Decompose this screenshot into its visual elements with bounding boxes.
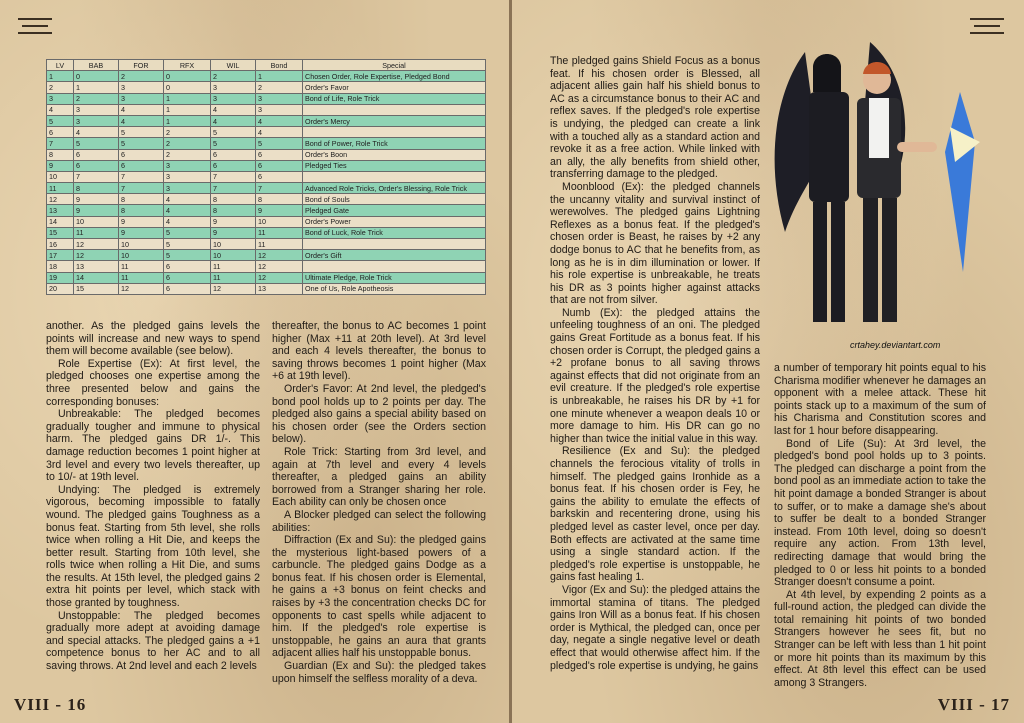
table-cell: 12: [256, 261, 303, 272]
table-cell: 3: [164, 171, 211, 182]
header-lv: LV: [47, 60, 74, 71]
table-row: [47, 104, 486, 115]
table-row: [47, 183, 486, 194]
table-cell: [303, 127, 486, 138]
header-wil: WIL: [211, 60, 256, 71]
table-cell: Pledged Ties: [303, 160, 486, 171]
table-cell: 7: [119, 171, 164, 182]
table-row: [47, 71, 486, 82]
table-cell: 8: [119, 194, 164, 205]
table-row: [47, 272, 486, 283]
table-body: [47, 71, 486, 295]
table-cell: 11: [119, 272, 164, 283]
ornament-icon: [18, 18, 52, 39]
table-cell: 6: [119, 160, 164, 171]
table-cell: Order's Boon: [303, 149, 486, 160]
table-cell: Bond of Life, Role Trick: [303, 93, 486, 104]
table-cell: 8: [211, 194, 256, 205]
table-cell: 6: [256, 160, 303, 171]
paragraph: thereafter, the bonus to AC becomes 1 point higher (Max +11 at 20th level). At 3rd level and each 4 levels thereafter, the bonus to saving throws becomes 1 point higher (Max +6 at 19th level).: [272, 320, 486, 383]
table-cell: 7: [211, 171, 256, 182]
paragraph: A Blocker pledged can select the following abilities:: [272, 508, 486, 534]
table-cell: 11: [74, 227, 119, 238]
table-cell: 12: [256, 250, 303, 261]
table-cell: 7: [74, 171, 119, 182]
table-cell: 9: [119, 227, 164, 238]
left-page: [0, 0, 509, 723]
table-cell: 11: [211, 272, 256, 283]
table-cell: 6: [256, 149, 303, 160]
table-cell: 4: [164, 205, 211, 216]
table-cell: Order's Gift: [303, 250, 486, 261]
table-row: [47, 216, 486, 227]
table-row: [47, 227, 486, 238]
table-cell: 2: [256, 82, 303, 93]
table-cell: 8: [211, 205, 256, 216]
table-cell: 10: [211, 250, 256, 261]
table-cell: 5: [211, 138, 256, 149]
character-illustration: [765, 32, 985, 342]
table-cell: 8: [119, 205, 164, 216]
table-cell: 4: [256, 127, 303, 138]
table-cell: 6: [211, 160, 256, 171]
paragraph: Unstoppable: The pledged becomes gradually more adept at avoiding damage and special attacks. The pledged gains a +1 competence bonus to her AC and to all saving throws. At 2nd level and each 2 levels: [46, 609, 260, 673]
header-for: FOR: [119, 60, 164, 71]
table-row: [47, 82, 486, 93]
leg-shape: [863, 198, 878, 322]
table-row: [47, 149, 486, 160]
table-cell: 15: [74, 283, 119, 294]
table-row: [47, 93, 486, 104]
table-cell: 17: [47, 250, 74, 261]
paragraph: Order's Favor: At 2nd level, the pledged's bond pool holds up to 2 points per day. The pledged also gains a special ability based on his chosen order (see the Orders section below).: [272, 382, 486, 446]
table-cell: 8: [47, 149, 74, 160]
table-cell: 4: [119, 104, 164, 115]
table-cell: 5: [119, 127, 164, 138]
table-row: [47, 194, 486, 205]
table-cell: 11: [256, 227, 303, 238]
table-cell: 6: [164, 283, 211, 294]
table-cell: 20: [47, 283, 74, 294]
table-cell: 13: [256, 283, 303, 294]
table-cell: 6: [119, 149, 164, 160]
table-cell: 12: [74, 250, 119, 261]
table-cell: 3: [256, 104, 303, 115]
table-cell: 1: [164, 93, 211, 104]
table-cell: 1: [164, 115, 211, 126]
table-cell: 4: [164, 194, 211, 205]
table-cell: 3: [119, 82, 164, 93]
table-cell: 4: [119, 115, 164, 126]
table-cell: 3: [164, 183, 211, 194]
table-cell: Bond of Souls: [303, 194, 486, 205]
paragraph: Undying: The pledged is extremely vigorous, becoming impossible to fatally wound. The pledged gains Toughness as a bonus feat. Starting from 5th level, she rolls twice when rolling a Hit Die, and keeps the better result. Starting from 10th level, she rolls twice when rolling a Hit Die, and sums the results. At 15th level, the pledged gains 2 extra hit points per level, which stack with those granted by toughness.: [46, 483, 260, 610]
table-cell: Bond of Luck, Role Trick: [303, 227, 486, 238]
table-cell: Ultimate Pledge, Role Trick: [303, 272, 486, 283]
table-cell: [303, 104, 486, 115]
right-column-2: [774, 362, 986, 689]
table-cell: 10: [47, 171, 74, 182]
table-cell: 8: [74, 183, 119, 194]
table-row: [47, 283, 486, 294]
paragraph: Moonblood (Ex): the pledged channels the uncanny vitality and survival instinct of werewolves. The pledged gains Lightning Reflexes as a bonus feat. If the pledged's chosen order is Beast, he raises by +2 any dodge bonus to AC that he benefits from, as long as he is in dim illumination or lower. If his role expertise is unbreakable, he treats his DR as 3 points higher against attacks that are not from silver.: [550, 180, 760, 307]
table-cell: 9: [119, 216, 164, 227]
table-cell: 5: [164, 227, 211, 238]
table-cell: 1: [256, 71, 303, 82]
table-cell: 7: [256, 183, 303, 194]
table-cell: 6: [74, 149, 119, 160]
table-cell: 12: [211, 283, 256, 294]
paragraph: The pledged gains Shield Focus as a bonus feat. If his chosen order is Blessed, all adjacent allies gain half his shield bonus to AC as a circumstance bonus to their AC and reflex saves. If the pledged's role expertise is undying, the pledged can create a link with a touched ally as a standard action and revoke it as a free action. While linked with an ally, the ally benefits from shield other, transferring damage to the pledged.: [550, 55, 760, 181]
paragraph: Unbreakable: The pledged becomes gradually tougher and immune to physical harm. The pledged gains DR 1/-. This damage reduction becomes 1 point higher at 3rd level and every two levels thereafter, up to 10/- at 19th level.: [46, 408, 260, 484]
table-cell: 2: [47, 82, 74, 93]
table-cell: 9: [211, 216, 256, 227]
paragraph: Bond of Life (Su): At 3rd level, the pledged's bond pool holds up to 3 points. The pledged can discharge a point from the bond pool as an immediate action to take the hit point damage a bonded Stranger is about to suffer, or to make a damage she's about to suffer be dealt to a bonded Stranger instead. From 10th level, doing so doesn't require any action. From 13th level, redirecting damage that would bring the pledged to 0 or less hit points to a bonded Stranger doesn't consume a point.: [774, 437, 986, 589]
leg-shape: [831, 202, 845, 322]
crystal-shape: [945, 92, 975, 272]
table-cell: Order's Favor: [303, 82, 486, 93]
table-cell: 11: [119, 261, 164, 272]
table-cell: 6: [164, 272, 211, 283]
table-cell: 9: [74, 194, 119, 205]
table-cell: 3: [211, 93, 256, 104]
table-cell: 4: [211, 104, 256, 115]
table-cell: 10: [74, 216, 119, 227]
table-cell: 6: [211, 149, 256, 160]
progression-table: [46, 59, 486, 295]
arm-shape: [897, 142, 937, 152]
table-cell: 4: [47, 104, 74, 115]
table-row: [47, 171, 486, 182]
table-cell: 12: [74, 239, 119, 250]
header-rfx: RFX: [164, 60, 211, 71]
table-cell: Order's Power: [303, 216, 486, 227]
table-cell: 5: [47, 115, 74, 126]
table-cell: 6: [256, 171, 303, 182]
table-cell: [303, 171, 486, 182]
table-cell: 1: [74, 82, 119, 93]
table-cell: 13: [47, 205, 74, 216]
table-cell: 9: [74, 205, 119, 216]
torso-shape: [809, 92, 849, 202]
table-row: [47, 138, 486, 149]
table-cell: 0: [74, 71, 119, 82]
table-cell: 9: [211, 227, 256, 238]
table-cell: 19: [47, 272, 74, 283]
table-cell: 12: [47, 194, 74, 205]
page-number-left: VIII - 16: [14, 695, 87, 714]
table-cell: 5: [256, 138, 303, 149]
paragraph: another. As the pledged gains levels the points will increase and new ways to spend them will become available (see below).: [46, 320, 260, 358]
table-cell: 3: [211, 82, 256, 93]
table-cell: 7: [47, 138, 74, 149]
table-cell: 10: [211, 239, 256, 250]
paragraph: a number of temporary hit points equal to his Charisma modifier whenever he damages an opponent with a melee attack. These hit points stack up to a maximum of the sum of his Charisma and Constitution scores and last for 1 hour before disappearing.: [774, 362, 986, 437]
table-cell: Chosen Order, Role Expertise, Pledged Bond: [303, 71, 486, 82]
paragraph: Numb (Ex): the pledged attains the unfeeling toughness of an oni. The pledged gains Great Fortitude as a bonus feat. If his chosen order is Corrupt, the pledged gains a +2 profane bonus to all saving throws against effects that did not originate from an evil creature. If the pledged's role expertise is unbreakable, he raises his DR by +1 for one minute whenever a weapon deals 10 or more damage to him. His DR can go no higher than twice the initial value in this way.: [550, 306, 760, 445]
table-cell: 13: [74, 261, 119, 272]
table-cell: [303, 261, 486, 272]
table-cell: Bond of Power, Role Trick: [303, 138, 486, 149]
table-row: [47, 239, 486, 250]
table-header-row: [47, 60, 486, 71]
left-column-1: [46, 320, 260, 673]
table-cell: 6: [74, 160, 119, 171]
table-cell: 3: [47, 93, 74, 104]
paragraph: Diffraction (Ex and Su): the pledged gains the mysterious light-based powers of a carbuncle. The pledged gains Dodge as a bonus feat. If his chosen order is Elemental, he gains a +3 bonus on feint checks and raises by +3 the concentration checks DC for opponents to cast spells while adjacent to him. If the pledged's role expertise is unstoppable, he gains an aura that grants adjacent allies half his unstoppable bonus.: [272, 534, 486, 660]
table-cell: 10: [119, 239, 164, 250]
header-bond: Bond: [256, 60, 303, 71]
table-cell: One of Us, Role Apotheosis: [303, 283, 486, 294]
table-cell: 12: [119, 283, 164, 294]
table-cell: 4: [164, 216, 211, 227]
table-cell: 5: [164, 250, 211, 261]
table-cell: 18: [47, 261, 74, 272]
table-cell: 2: [164, 127, 211, 138]
table-row: [47, 205, 486, 216]
table-cell: 7: [211, 183, 256, 194]
table-cell: 3: [74, 115, 119, 126]
paragraph: Guardian (Ex and Su): the pledged takes upon himself the selfless morality of a deva.: [272, 660, 486, 685]
table-cell: 11: [256, 239, 303, 250]
hair-shape: [813, 54, 841, 92]
table-cell: 3: [256, 93, 303, 104]
table-cell: Pledged Gate: [303, 205, 486, 216]
table-row: [47, 115, 486, 126]
leg-shape: [813, 202, 827, 322]
table-cell: Advanced Role Tricks, Order's Blessing, Role Trick: [303, 183, 486, 194]
paragraph: Role Expertise (Ex): At first level, the pledged chooses one expertise among the three presented below and gains the corresponding bonuses:: [46, 357, 260, 408]
paragraph: At 4th level, by expending 2 points as a full-round action, the pledged can divide the total remaining hit points of two bonded Strangers however he sees fit, but no Stranger can be left with less than 1 hit point or more hit points than its maximum by this effect. At 8th level this effect can be used among 3 Strangers.: [774, 588, 986, 689]
table-cell: 3: [119, 93, 164, 104]
table-cell: 5: [119, 138, 164, 149]
table-cell: 2: [164, 149, 211, 160]
table-cell: 10: [119, 250, 164, 261]
table-cell: 9: [256, 205, 303, 216]
header-special: Special: [303, 60, 486, 71]
table-cell: [303, 239, 486, 250]
table-cell: 14: [47, 216, 74, 227]
table-row: [47, 261, 486, 272]
table-row: [47, 127, 486, 138]
table-cell: 4: [256, 115, 303, 126]
header-bab: BAB: [74, 60, 119, 71]
left-column-2: [272, 320, 486, 685]
paragraph: Role Trick: Starting from 3rd level, and again at 7th level and every 4 levels thereafter, a pledged gains an ability borrowed from a Stranger sharing her role. Each ability can only be chosen once: [272, 445, 486, 509]
table-cell: 4: [211, 115, 256, 126]
table-cell: 9: [47, 160, 74, 171]
table-cell: 2: [211, 71, 256, 82]
table-cell: 5: [164, 239, 211, 250]
table-cell: 11: [47, 183, 74, 194]
table-row: [47, 160, 486, 171]
table-cell: 6: [47, 127, 74, 138]
art-credit: crtahey.deviantart.com: [850, 340, 941, 350]
table-cell: 4: [74, 127, 119, 138]
table-cell: 3: [164, 160, 211, 171]
table-cell: 10: [256, 216, 303, 227]
table-cell: 2: [164, 138, 211, 149]
table-cell: 2: [74, 93, 119, 104]
table-cell: 7: [119, 183, 164, 194]
table-cell: 1: [164, 104, 211, 115]
table-cell: Order's Mercy: [303, 115, 486, 126]
table-cell: 0: [164, 82, 211, 93]
table-cell: 14: [74, 272, 119, 283]
table-cell: 6: [164, 261, 211, 272]
paragraph: Resilience (Ex and Su): the pledged channels the ferocious vitality of trolls in himself. The pledged gains Ironhide as a bonus feat. If his chosen order is Fey, he gains the ability to emulate the effects of barkskin and recentering drone, using his pledged level as caster level, once per day. Both effects are activated at the same time using a single standard action. If the pledged's role expertise is unstoppable, he gains fast healing 1.: [550, 445, 760, 584]
table-cell: 1: [47, 71, 74, 82]
table-cell: 5: [74, 138, 119, 149]
table-cell: 3: [74, 104, 119, 115]
table-cell: 12: [256, 272, 303, 283]
table-cell: 8: [256, 194, 303, 205]
right-column-1: [550, 55, 760, 672]
shirt-shape: [869, 98, 889, 158]
paragraph: Vigor (Ex and Su): the pledged attains the immortal stamina of titans. The pledged gains Iron Will as a bonus feat. If his chosen order is Mythical, the pledged can, once per day, negate a single negative level or death effect that would otherwise affect him. If the pledged's role expertise is undying, he gains: [550, 583, 760, 672]
table-cell: 0: [164, 71, 211, 82]
table-row: [47, 250, 486, 261]
page-number-right: VIII - 17: [937, 695, 1010, 714]
table-cell: 2: [119, 71, 164, 82]
table-cell: 5: [211, 127, 256, 138]
leg-shape: [882, 198, 897, 322]
table-cell: 11: [211, 261, 256, 272]
table-cell: 15: [47, 227, 74, 238]
table-cell: 16: [47, 239, 74, 250]
